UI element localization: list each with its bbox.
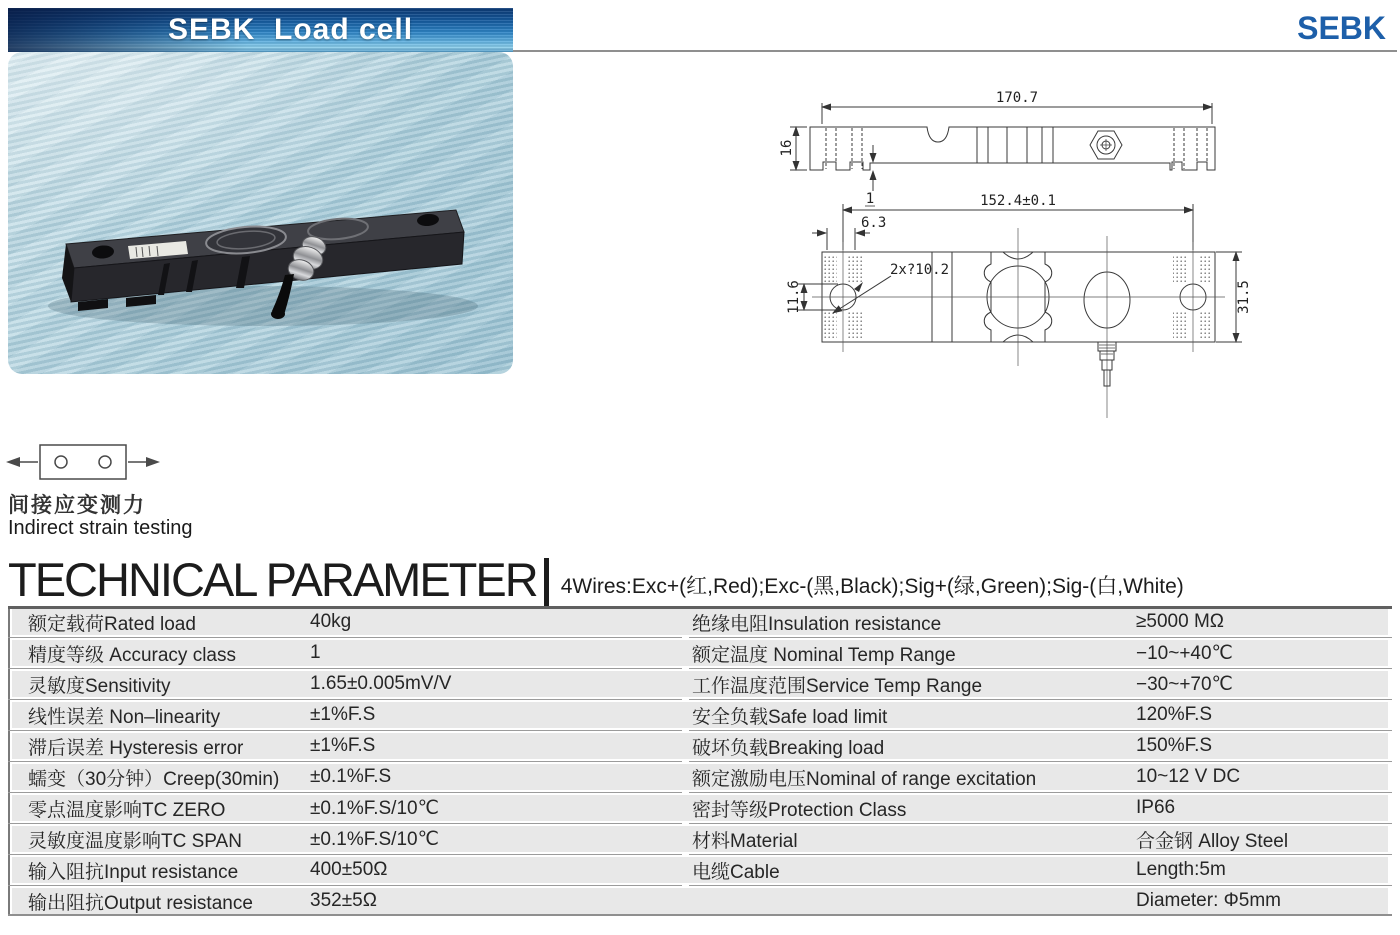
dim-step: 1 — [865, 191, 875, 207]
row-value: −30~+70℃ — [1136, 673, 1233, 695]
load-cell-image — [8, 52, 513, 374]
table-row — [686, 764, 1388, 790]
side-view-outline — [810, 127, 1215, 170]
spec-table — [8, 606, 1392, 916]
spec-table-right — [686, 609, 1392, 914]
row-value: ±0.1%F.S/10℃ — [310, 797, 439, 819]
strain-direction-icon — [4, 438, 174, 488]
row-label: 线性误差 Non–linearity — [28, 706, 221, 728]
row-value: 352±5Ω — [310, 890, 377, 911]
row-value: IP66 — [1136, 797, 1176, 818]
table-row — [686, 857, 1388, 883]
table-row — [12, 702, 686, 728]
row-label: 材料Material — [692, 830, 798, 852]
row-value: 1.65±0.005mV/V — [310, 673, 452, 694]
strain-caption-en: Indirect strain testing — [8, 517, 193, 539]
brand-logo-text: SEBK — [1297, 10, 1386, 46]
table-row — [686, 826, 1388, 852]
table-row — [686, 888, 1388, 914]
row-label: 安全负载Safe load limit — [692, 706, 888, 728]
row-label: 输入阻抗Input resistance — [28, 861, 239, 883]
row-label: 额定激励电压Nominal of range excitation — [692, 768, 1037, 790]
row-label: 输出阻抗Output resistance — [28, 892, 253, 914]
table-row — [12, 764, 686, 790]
title-banner — [8, 8, 513, 52]
table-row — [686, 733, 1388, 759]
table-row — [12, 795, 686, 821]
banner-title: SEBK Load cell — [167, 13, 414, 46]
row-label: 精度等级 Accuracy class — [28, 644, 236, 666]
row-value: Diameter: Φ5mm — [1136, 890, 1282, 911]
wiring-note: 4Wires:Exc+(红,Red);Exc-(黑,Black);Sig+(绿,Green);Sig-(白,White) — [560, 575, 1184, 598]
table-row — [686, 702, 1388, 728]
row-value: Length:5m — [1136, 859, 1226, 880]
dim-width: 31.5 — [1236, 280, 1252, 314]
dim-hole-centers: 152.4±0.1 — [980, 193, 1056, 209]
row-value: 150%F.S — [1136, 735, 1213, 756]
product-photo — [8, 52, 513, 374]
row-label: 滞后误差 Hysteresis error — [28, 737, 244, 759]
row-value: 10~12 V DC — [1136, 766, 1241, 787]
table-row — [12, 857, 686, 883]
dim-edge-offset: 6.3 — [861, 215, 887, 231]
gland-hex — [1090, 131, 1122, 159]
row-value: 合金钢 Alloy Steel — [1136, 830, 1289, 852]
row-label: 破坏负载Breaking load — [692, 737, 885, 759]
table-row — [12, 609, 686, 635]
row-value: −10~+40℃ — [1136, 642, 1233, 664]
table-row — [12, 826, 686, 852]
row-label: 绝缘电阻Insulation resistance — [692, 613, 942, 635]
dim-hole-edge: 11.6 — [786, 280, 802, 314]
table-row — [686, 795, 1388, 821]
row-label: 灵敏度Sensitivity — [28, 675, 171, 697]
dim-height: 16 — [779, 139, 795, 157]
spec-table-left — [8, 609, 686, 914]
row-label: 工作温度范围Service Temp Range — [692, 675, 983, 697]
dim-holes: 2x?10.2 — [890, 262, 950, 278]
dim-overall-length: 170.7 — [995, 90, 1039, 106]
table-row — [12, 733, 686, 759]
row-value: ≥5000 MΩ — [1136, 611, 1225, 632]
row-label: 电缆Cable — [692, 861, 780, 883]
row-label: 额定温度 Nominal Temp Range — [692, 644, 956, 666]
table-row — [12, 671, 686, 697]
table-row — [686, 640, 1388, 666]
row-value: 1 — [310, 642, 321, 663]
section-heading — [8, 551, 1184, 606]
strain-caption-zh: 间接应变测力 — [8, 494, 146, 517]
table-row — [12, 640, 686, 666]
row-value: 120%F.S — [1136, 704, 1213, 725]
section-divider-bar — [544, 558, 549, 610]
row-label: 密封等级Protection Class — [692, 799, 907, 821]
row-label: 额定载荷Rated load — [28, 613, 196, 635]
row-label: 蠕变（30分钟）Creep(30min) — [28, 768, 280, 790]
row-value: ±0.1%F.S/10℃ — [310, 828, 439, 850]
table-row — [12, 888, 686, 914]
technical-drawing — [760, 60, 1400, 420]
section-title: TECHNICAL PARAMETER — [8, 553, 537, 606]
row-value: ±1%F.S — [310, 704, 376, 725]
row-label: 零点温度影响TC ZERO — [28, 799, 226, 821]
row-value: ±0.1%F.S — [310, 766, 392, 787]
row-value: 40kg — [310, 611, 352, 632]
row-value: ±1%F.S — [310, 735, 376, 756]
header-divider — [513, 50, 1397, 52]
table-row — [686, 609, 1388, 635]
row-label: 灵敏度温度影响TC SPAN — [28, 830, 242, 852]
row-value: 400±50Ω — [310, 859, 388, 880]
table-row — [686, 671, 1388, 697]
